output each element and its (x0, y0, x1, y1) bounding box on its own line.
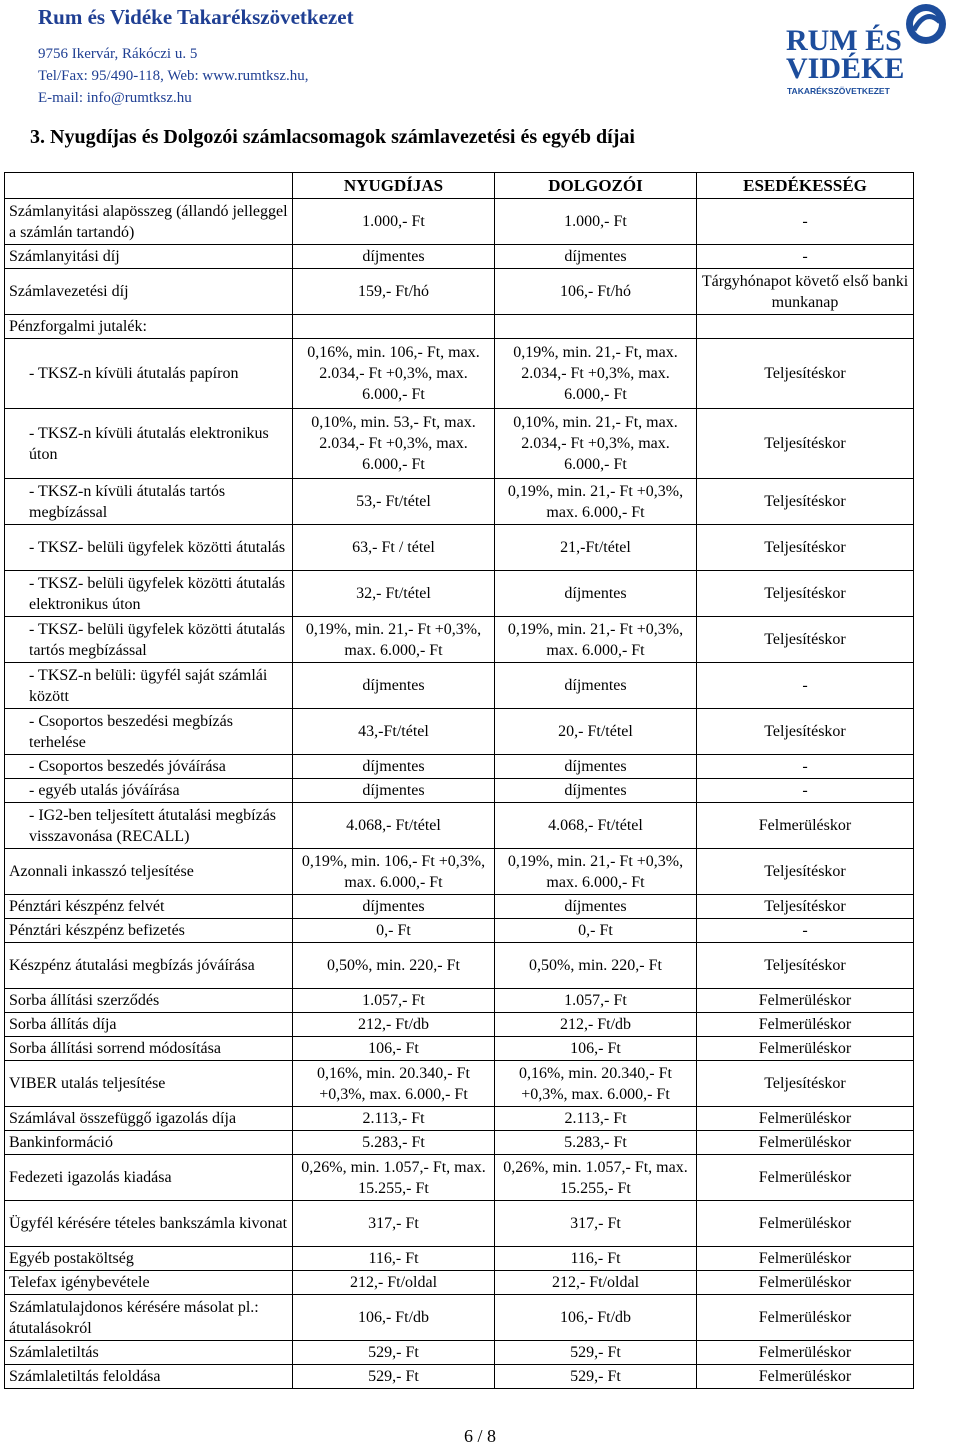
table-row (5, 1155, 914, 1201)
esedekesseg-value (697, 315, 914, 339)
nyugdijas-value: 0,19%, min. 106,- Ft +0,3%, max. 6.000,- Ft (293, 849, 495, 895)
nyugdijas-value: 317,- Ft (293, 1201, 495, 1247)
dolgozoi-value (495, 315, 697, 339)
esedekesseg-value: - (697, 199, 914, 245)
dolgozoi-value: 4.068,- Ft/tétel (495, 803, 697, 849)
esedekesseg-value: Felmerüléskor (697, 1107, 914, 1131)
dolgozoi-value: 106,- Ft/db (495, 1295, 697, 1341)
logo-line-2: VIDÉKE (786, 52, 905, 85)
column-header-esedekesseg: ESEDÉKESSÉG (697, 173, 914, 199)
dolgozoi-value: 0,19%, min. 21,- Ft +0,3%, max. 6.000,- Ft (495, 479, 697, 525)
header-empty-cell (5, 173, 293, 199)
nyugdijas-value: 0,10%, min. 53,- Ft, max. 2.034,- Ft +0,3%, max. 6.000,- Ft (293, 409, 495, 479)
row-label: Ügyfél kérésére tételes bankszámla kivonat (5, 1201, 293, 1247)
table-row (5, 1037, 914, 1061)
bank-logo (778, 2, 958, 102)
esedekesseg-value: - (697, 779, 914, 803)
table-row (5, 943, 914, 989)
nyugdijas-value: 0,- Ft (293, 919, 495, 943)
table-row (5, 919, 914, 943)
row-label: Számlanyitási díj (5, 245, 293, 269)
table-row (5, 571, 914, 617)
table-row (5, 245, 914, 269)
row-label: - TKSZ- belüli ügyfelek közötti átutalás tartós megbízással (5, 617, 293, 663)
esedekesseg-value: Teljesítéskor (697, 525, 914, 571)
row-label: Számlavezetési díj (5, 269, 293, 315)
row-label: - TKSZ-n kívüli átutalás papíron (5, 339, 293, 409)
table-row (5, 199, 914, 245)
esedekesseg-value: Felmerüléskor (697, 1271, 914, 1295)
dolgozoi-value: 0,19%, min. 21,- Ft, max. 2.034,- Ft +0,3%, max. 6.000,- Ft (495, 339, 697, 409)
row-label: Sorba állítási szerződés (5, 989, 293, 1013)
row-label: Számlaletiltás feloldása (5, 1365, 293, 1389)
row-label: Számlával összefüggő igazolás díja (5, 1107, 293, 1131)
esedekesseg-value: Teljesítéskor (697, 409, 914, 479)
table-row (5, 849, 914, 895)
row-label: Telefax igénybevétele (5, 1271, 293, 1295)
table-row (5, 1131, 914, 1155)
dolgozoi-value: 2.113,- Ft (495, 1107, 697, 1131)
esedekesseg-value: Felmerüléskor (697, 1247, 914, 1271)
esedekesseg-value: - (697, 755, 914, 779)
nyugdijas-value: 53,- Ft/tétel (293, 479, 495, 525)
nyugdijas-value: 4.068,- Ft/tétel (293, 803, 495, 849)
dolgozoi-value: díjmentes (495, 245, 697, 269)
dolgozoi-value: 0,16%, min. 20.340,- Ft +0,3%, max. 6.000,- Ft (495, 1061, 697, 1107)
table-row (5, 803, 914, 849)
table-row (5, 1107, 914, 1131)
esedekesseg-value: Felmerüléskor (697, 1201, 914, 1247)
esedekesseg-value: Felmerüléskor (697, 1341, 914, 1365)
nyugdijas-value: 529,- Ft (293, 1365, 495, 1389)
nyugdijas-value: 159,- Ft/hó (293, 269, 495, 315)
table-row (5, 989, 914, 1013)
esedekesseg-value: Felmerüléskor (697, 1155, 914, 1201)
esedekesseg-value: - (697, 663, 914, 709)
nyugdijas-value: 1.057,- Ft (293, 989, 495, 1013)
nyugdijas-value: 1.000,- Ft (293, 199, 495, 245)
dolgozoi-value: 106,- Ft (495, 1037, 697, 1061)
dolgozoi-value: 21,-Ft/tétel (495, 525, 697, 571)
table-row (5, 1341, 914, 1365)
nyugdijas-value: 5.283,- Ft (293, 1131, 495, 1155)
row-label: - Csoportos beszedési megbízás terhelése (5, 709, 293, 755)
row-label: Számlanyitási alapösszeg (állandó jelleggel a számlán tartandó) (5, 199, 293, 245)
dolgozoi-value: díjmentes (495, 779, 697, 803)
row-label: Egyéb postaköltség (5, 1247, 293, 1271)
nyugdijas-value: 0,16%, min. 106,- Ft, max. 2.034,- Ft +0,3%, max. 6.000,- Ft (293, 339, 495, 409)
table-row (5, 1247, 914, 1271)
dolgozoi-value: 0,19%, min. 21,- Ft +0,3%, max. 6.000,- Ft (495, 849, 697, 895)
table-row (5, 315, 914, 339)
esedekesseg-value: Tárgyhónapot követő első banki munkanap (697, 269, 914, 315)
column-header-dolgozoi: DOLGOZÓI (495, 173, 697, 199)
esedekesseg-value: Felmerüléskor (697, 1365, 914, 1389)
dolgozoi-value: 0,26%, min. 1.057,- Ft, max. 15.255,- Ft (495, 1155, 697, 1201)
row-label: - TKSZ-n kívüli átutalás elektronikus úton (5, 409, 293, 479)
esedekesseg-value: Felmerüléskor (697, 989, 914, 1013)
esedekesseg-value: Teljesítéskor (697, 571, 914, 617)
nyugdijas-value: 0,16%, min. 20.340,- Ft +0,3%, max. 6.000,- Ft (293, 1061, 495, 1107)
table-row (5, 479, 914, 525)
dolgozoi-value: díjmentes (495, 895, 697, 919)
table-row (5, 663, 914, 709)
table-row (5, 895, 914, 919)
table-row (5, 409, 914, 479)
dolgozoi-value: 116,- Ft (495, 1247, 697, 1271)
nyugdijas-value: 2.113,- Ft (293, 1107, 495, 1131)
dolgozoi-value: 0,50%, min. 220,- Ft (495, 943, 697, 989)
table-row (5, 1013, 914, 1037)
bank-email: E-mail: info@rumtksz.hu (38, 90, 192, 106)
table-row (5, 1295, 914, 1341)
table-row (5, 269, 914, 315)
dolgozoi-value: 5.283,- Ft (495, 1131, 697, 1155)
table-row (5, 1061, 914, 1107)
bank-name: Rum és Vidéke Takarékszövetkezet (38, 5, 354, 29)
dolgozoi-value: 212,- Ft/oldal (495, 1271, 697, 1295)
row-label: - TKSZ-n kívüli átutalás tartós megbízással (5, 479, 293, 525)
nyugdijas-value: 0,19%, min. 21,- Ft +0,3%, max. 6.000,- Ft (293, 617, 495, 663)
esedekesseg-value: Teljesítéskor (697, 617, 914, 663)
dolgozoi-value: 0,10%, min. 21,- Ft, max. 2.034,- Ft +0,3%, max. 6.000,- Ft (495, 409, 697, 479)
row-label: Sorba állítás díja (5, 1013, 293, 1037)
fee-table (4, 172, 914, 1389)
table-row (5, 1271, 914, 1295)
nyugdijas-value: díjmentes (293, 895, 495, 919)
dolgozoi-value: 0,- Ft (495, 919, 697, 943)
row-label: Bankinformáció (5, 1131, 293, 1155)
dolgozoi-value: 1.000,- Ft (495, 199, 697, 245)
dolgozoi-value: díjmentes (495, 755, 697, 779)
nyugdijas-value: díjmentes (293, 663, 495, 709)
table-row (5, 755, 914, 779)
nyugdijas-value: díjmentes (293, 779, 495, 803)
esedekesseg-value: Teljesítéskor (697, 479, 914, 525)
row-label: Számlatulajdonos kérésére másolat pl.: átutalásokról (5, 1295, 293, 1341)
dolgozoi-value: díjmentes (495, 663, 697, 709)
row-label: - TKSZ-n belüli: ügyfél saját számlái között (5, 663, 293, 709)
row-label: Fedezeti igazolás kiadása (5, 1155, 293, 1201)
esedekesseg-value: Felmerüléskor (697, 1013, 914, 1037)
nyugdijas-value: 212,- Ft/db (293, 1013, 495, 1037)
dolgozoi-value: 0,19%, min. 21,- Ft +0,3%, max. 6.000,- Ft (495, 617, 697, 663)
row-label: Pénztári készpénz felvét (5, 895, 293, 919)
nyugdijas-value (293, 315, 495, 339)
esedekesseg-value: Felmerüléskor (697, 1295, 914, 1341)
esedekesseg-value: Felmerüléskor (697, 1131, 914, 1155)
dolgozoi-value: 529,- Ft (495, 1365, 697, 1389)
nyugdijas-value: 63,- Ft / tétel (293, 525, 495, 571)
logo-line-1: RUM ÉS (786, 24, 902, 57)
dolgozoi-value: 106,- Ft/hó (495, 269, 697, 315)
row-label: - TKSZ- belüli ügyfelek közötti átutalás elektronikus úton (5, 571, 293, 617)
table-header-row (5, 173, 914, 199)
nyugdijas-value: 212,- Ft/oldal (293, 1271, 495, 1295)
nyugdijas-value: 0,26%, min. 1.057,- Ft, max. 15.255,- Ft (293, 1155, 495, 1201)
logo-line-3: TAKARÉKSZÖVETKEZET (787, 86, 890, 96)
row-label: VIBER utalás teljesítése (5, 1061, 293, 1107)
nyugdijas-value: 0,50%, min. 220,- Ft (293, 943, 495, 989)
esedekesseg-value: Teljesítéskor (697, 943, 914, 989)
table-row (5, 709, 914, 755)
page-number: 6 / 8 (463, 1426, 496, 1446)
row-label: - IG2-ben teljesített átutalási megbízás visszavonása (RECALL) (5, 803, 293, 849)
table-row (5, 617, 914, 663)
row-label: Azonnali inkasszó teljesítése (5, 849, 293, 895)
row-label: Pénzforgalmi jutalék: (5, 315, 293, 339)
nyugdijas-value: 43,-Ft/tétel (293, 709, 495, 755)
dolgozoi-value: 20,- Ft/tétel (495, 709, 697, 755)
nyugdijas-value: 116,- Ft (293, 1247, 495, 1271)
row-label: Számlaletiltás (5, 1341, 293, 1365)
table-row (5, 525, 914, 571)
esedekesseg-value: Teljesítéskor (697, 1061, 914, 1107)
nyugdijas-value: 529,- Ft (293, 1341, 495, 1365)
table-row (5, 339, 914, 409)
nyugdijas-value: 32,- Ft/tétel (293, 571, 495, 617)
section-title: 3. Nyugdíjas és Dolgozói számlacsomagok számlavezetési és egyéb díjai (30, 126, 635, 148)
dolgozoi-value: 212,- Ft/db (495, 1013, 697, 1037)
dolgozoi-value: 529,- Ft (495, 1341, 697, 1365)
row-label: - egyéb utalás jóváírása (5, 779, 293, 803)
esedekesseg-value: Teljesítéskor (697, 709, 914, 755)
nyugdijas-value: 106,- Ft/db (293, 1295, 495, 1341)
table-row (5, 779, 914, 803)
row-label: Készpénz átutalási megbízás jóváírása (5, 943, 293, 989)
table-row (5, 1365, 914, 1389)
nyugdijas-value: díjmentes (293, 755, 495, 779)
nyugdijas-value: díjmentes (293, 245, 495, 269)
dolgozoi-value: 317,- Ft (495, 1201, 697, 1247)
esedekesseg-value: Teljesítéskor (697, 339, 914, 409)
row-label: - TKSZ- belüli ügyfelek közötti átutalás (5, 525, 293, 571)
page-header (0, 0, 960, 110)
bank-address: 9756 Ikervár, Rákóczi u. 5 (38, 46, 198, 62)
table-row (5, 1201, 914, 1247)
esedekesseg-value: - (697, 919, 914, 943)
dolgozoi-value: díjmentes (495, 571, 697, 617)
esedekesseg-value: - (697, 245, 914, 269)
bank-telfax: Tel/Fax: 95/490-118, Web: www.rumtksz.hu, (38, 68, 309, 84)
row-label: Pénztári készpénz befizetés (5, 919, 293, 943)
esedekesseg-value: Teljesítéskor (697, 849, 914, 895)
row-label: - Csoportos beszedés jóváírása (5, 755, 293, 779)
column-header-nyugdijas: NYUGDÍJAS (293, 173, 495, 199)
dolgozoi-value: 1.057,- Ft (495, 989, 697, 1013)
esedekesseg-value: Felmerüléskor (697, 803, 914, 849)
esedekesseg-value: Felmerüléskor (697, 1037, 914, 1061)
nyugdijas-value: 106,- Ft (293, 1037, 495, 1061)
row-label: Sorba állítási sorrend módosítása (5, 1037, 293, 1061)
esedekesseg-value: Teljesítéskor (697, 895, 914, 919)
